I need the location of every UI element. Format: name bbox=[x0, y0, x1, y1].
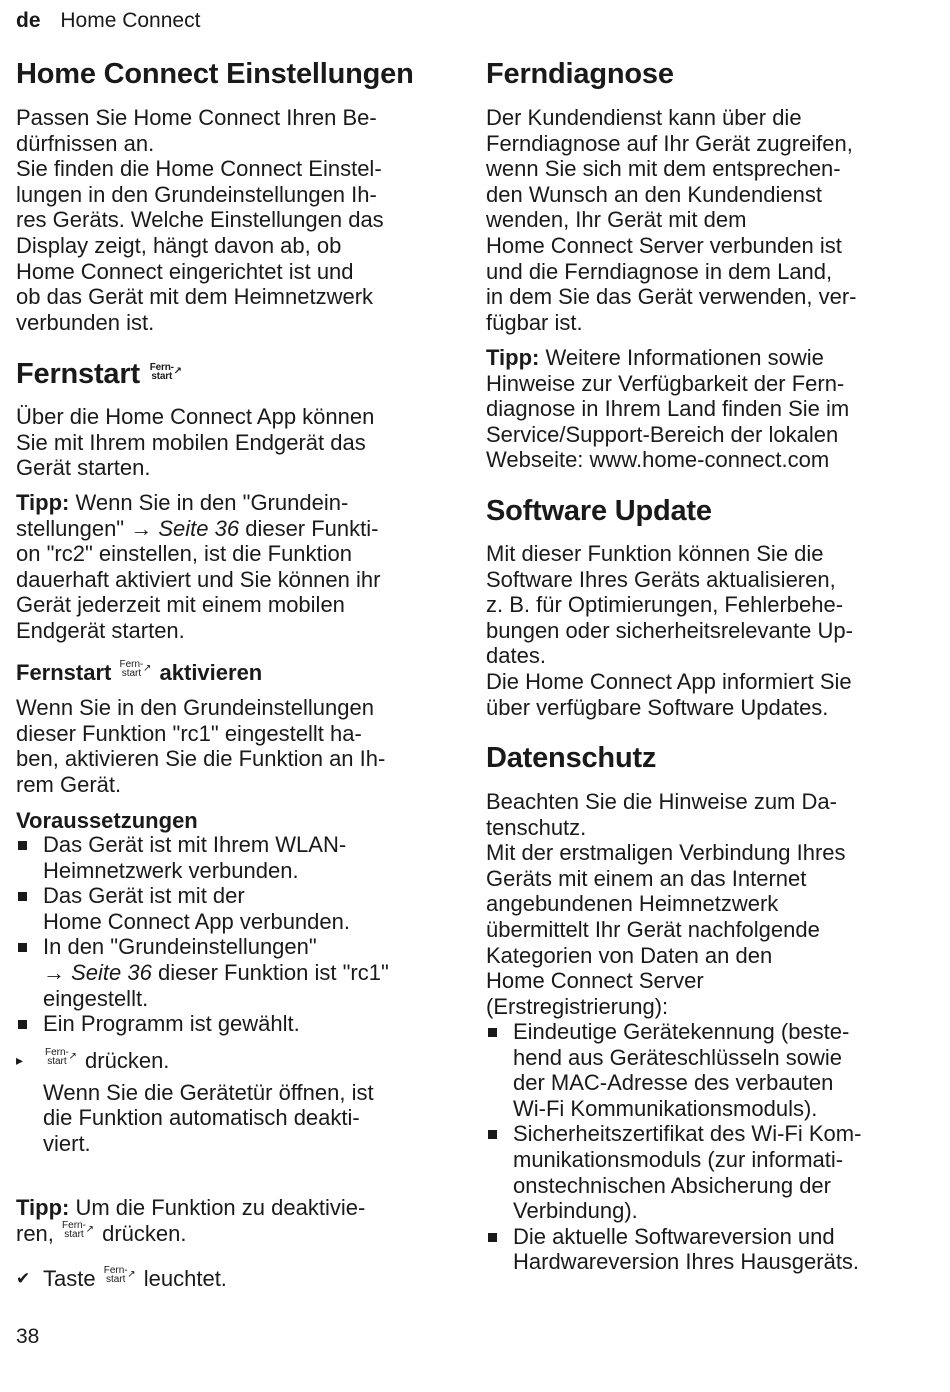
heading-privacy: Datenschutz bbox=[486, 742, 657, 774]
privacy-paragraph bbox=[486, 789, 846, 1019]
text-line: Service/Support-Bereich der lokalen bbox=[486, 421, 839, 447]
text-line: Mit dieser Funktion können Sie die bbox=[486, 541, 824, 566]
fernstart-paragraph bbox=[16, 404, 374, 481]
text-fragment: Taste bbox=[43, 1266, 96, 1292]
text-line: dürfnissen an. bbox=[16, 130, 155, 156]
text-line: Software Ihres Geräts aktualisieren, bbox=[486, 566, 836, 592]
text-line: übermittelt Ihr Gerät nachfolgende bbox=[486, 916, 820, 942]
text-line: Home Connect Server bbox=[486, 968, 704, 994]
text-line: wenn Sie sich mit dem entsprechen- bbox=[486, 156, 841, 182]
text-line: Über die Home Connect App können bbox=[16, 404, 375, 429]
diagnosis-paragraph bbox=[486, 105, 857, 335]
list-item: Ein Programm ist gewählt. bbox=[16, 1011, 446, 1037]
result-step bbox=[16, 1266, 446, 1292]
text-line: Sie finden die Home Connect Einstel- bbox=[16, 156, 382, 182]
text-line: Sie mit Ihrem mobilen Endgerät das bbox=[16, 429, 366, 455]
text-fragment: ren, bbox=[16, 1220, 54, 1246]
text-line: Beachten Sie die Hinweise zum Da- bbox=[486, 789, 837, 814]
text-line: verbunden ist. bbox=[16, 309, 155, 335]
instruction-step bbox=[16, 1048, 446, 1156]
heading-home-connect-settings: Home Connect Einstellungen bbox=[16, 58, 414, 90]
text-line: Der Kundendienst kann über die bbox=[486, 105, 802, 130]
page-reference: Seite 36 bbox=[71, 959, 152, 985]
text-line: und die Ferndiagnose in dem Land, bbox=[486, 258, 833, 284]
tip-label: Tipp: bbox=[16, 490, 70, 515]
tip-block-deactivate bbox=[16, 1195, 365, 1246]
text-fragment: leuchtet. bbox=[143, 1266, 227, 1292]
text-line: über verfügbare Software Updates. bbox=[486, 694, 829, 720]
text-line: z. B. für Optimierungen, Fehlerbehe- bbox=[486, 592, 844, 618]
heading-prerequisites: Voraussetzungen bbox=[16, 808, 198, 833]
tip-label: Tipp: bbox=[486, 345, 540, 370]
text-line: (Erstregistrierung): bbox=[486, 993, 669, 1019]
text-line: fügbar ist. bbox=[486, 309, 583, 335]
tip-block-diagnosis bbox=[486, 345, 849, 473]
left-column bbox=[16, 0, 446, 1292]
text-line: dauerhaft aktiviert und Sie können ihr bbox=[16, 566, 381, 592]
list-item: Sicherheitszertifikat des Wi-Fi Kom- munikationsmoduls (zur informati- onstechnischen Absicherung der Verbindung). bbox=[486, 1121, 926, 1223]
check-icon: ✔ bbox=[16, 1269, 31, 1289]
heading-fernstart-activate bbox=[16, 660, 262, 686]
text-line: Home Connect Server verbunden ist bbox=[486, 232, 842, 258]
heading-text: Fernstart bbox=[16, 358, 140, 390]
text-line: dates. bbox=[486, 643, 546, 669]
text-line: ben, aktivieren Sie die Funktion an Ih- bbox=[16, 746, 386, 772]
arrow-icon: → bbox=[130, 515, 153, 541]
step-arrow-icon: ▸ bbox=[16, 1052, 24, 1068]
list-item: Das Gerät ist mit der Home Connect App verbunden. bbox=[16, 883, 446, 934]
text-fragment: stellungen" bbox=[16, 515, 131, 541]
list-item: Die aktuelle Softwareversion und Hardwareversion Ihres Hausgeräts. bbox=[486, 1224, 926, 1275]
text-line: Endgerät starten. bbox=[16, 617, 185, 643]
text-line: res Geräts. Welche Einstellungen das bbox=[16, 207, 384, 233]
language-code: de bbox=[16, 9, 41, 32]
step-text: drücken. bbox=[85, 1048, 170, 1073]
text-fragment: dieser Funkti- bbox=[239, 515, 379, 541]
fernstart-symbol-icon: Fern- start ↗ bbox=[103, 1265, 136, 1286]
heading-remote-diagnosis: Ferndiagnose bbox=[486, 58, 674, 90]
list-item: Das Gerät ist mit Ihrem WLAN- Heimnetzwerk verbunden. bbox=[16, 832, 446, 883]
text-line: Home Connect eingerichtet ist und bbox=[16, 258, 354, 284]
text-line: Gerät starten. bbox=[16, 455, 151, 481]
settings-paragraph bbox=[16, 105, 384, 335]
text-line: Webseite: www.home-connect.com bbox=[486, 447, 830, 473]
text-fragment: drücken. bbox=[102, 1220, 187, 1246]
text-line: Die Home Connect App informiert Sie bbox=[486, 668, 852, 694]
text-line: Display zeigt, hängt davon ab, ob bbox=[16, 232, 342, 258]
heading-fernstart bbox=[16, 358, 184, 391]
fernstart-symbol-icon: Fern- start ↗ bbox=[149, 362, 182, 382]
text-line: in dem Sie das Gerät verwenden, ver- bbox=[486, 284, 857, 310]
fernstart-symbol-icon: Fern- start ↗ bbox=[119, 659, 152, 679]
text-line: ob das Gerät mit dem Heimnetzwerk bbox=[16, 284, 374, 310]
text-line: Ferndiagnose auf Ihr Gerät zugreifen, bbox=[486, 130, 853, 156]
list-item: Eindeutige Gerätekennung (beste- hend aus Geräteschlüsseln sowie der MAC-Adresse des verbauten Wi-Fi Kommunikationsmoduls). bbox=[486, 1019, 926, 1121]
text-line: rem Gerät. bbox=[16, 771, 122, 797]
heading-text: aktivieren bbox=[159, 660, 263, 685]
text-line: Wenn Sie in den "Grundein- bbox=[75, 490, 349, 515]
update-paragraph bbox=[486, 541, 853, 720]
activate-paragraph bbox=[16, 695, 385, 797]
text-line: Geräts mit einem an das Internet bbox=[486, 865, 807, 891]
heading-text: Fernstart bbox=[16, 660, 112, 685]
privacy-data-list bbox=[486, 1019, 926, 1275]
text-line: Gerät jederzeit mit einem mobilen bbox=[16, 592, 345, 618]
page-reference: Seite 36 bbox=[158, 515, 240, 541]
tip-label: Tipp: bbox=[16, 1195, 70, 1220]
text-line: bungen oder sicherheitsrelevante Up- bbox=[486, 617, 853, 643]
text-line: wenden, Ihr Gerät mit dem bbox=[486, 207, 747, 233]
text-line: Mit der erstmaligen Verbindung Ihres bbox=[486, 840, 846, 866]
fernstart-symbol-icon: Fern- start ↗ bbox=[45, 1047, 77, 1067]
header-title: Home Connect bbox=[60, 9, 201, 32]
fernstart-symbol-icon: Fern- start ↗ bbox=[62, 1219, 94, 1240]
text-line: den Wunsch an den Kundendienst bbox=[486, 181, 822, 207]
prerequisites-list bbox=[16, 832, 446, 1037]
text-line: Kategorien von Daten an den bbox=[486, 942, 773, 968]
page-number: 38 bbox=[16, 1325, 40, 1348]
text-line: dieser Funktion "rc1" eingestellt ha- bbox=[16, 720, 362, 746]
step-note: Wenn Sie die Gerätetür öffnen, ist die Funktion automatisch deakti- viert. bbox=[43, 1079, 374, 1156]
text-line: diagnose in Ihrem Land finden Sie im bbox=[486, 396, 850, 422]
text-line: Um die Funktion zu deaktivie- bbox=[75, 1195, 366, 1220]
text-line: on "rc2" einstellen, ist die Funktion bbox=[16, 541, 353, 567]
arrow-icon: → bbox=[43, 959, 65, 985]
heading-software-update: Software Update bbox=[486, 495, 712, 527]
text-line: Hinweise zur Verfügbarkeit der Fern- bbox=[486, 370, 845, 396]
text-line: Weitere Informationen sowie bbox=[545, 345, 824, 370]
text-line: tenschutz. bbox=[486, 814, 587, 840]
list-item: In den "Grundeinstellungen" → Seite 36 dieser Funktion ist "rc1" eingestellt. bbox=[16, 934, 446, 1011]
text-line: angebundenen Heimnetzwerk bbox=[486, 891, 779, 917]
text-line: lungen in den Grundeinstellungen Ih- bbox=[16, 181, 377, 207]
text-line: Passen Sie Home Connect Ihren Be- bbox=[16, 105, 377, 130]
tip-block-rc2 bbox=[16, 490, 380, 644]
text-line: Wenn Sie in den Grundeinstellungen bbox=[16, 695, 374, 720]
